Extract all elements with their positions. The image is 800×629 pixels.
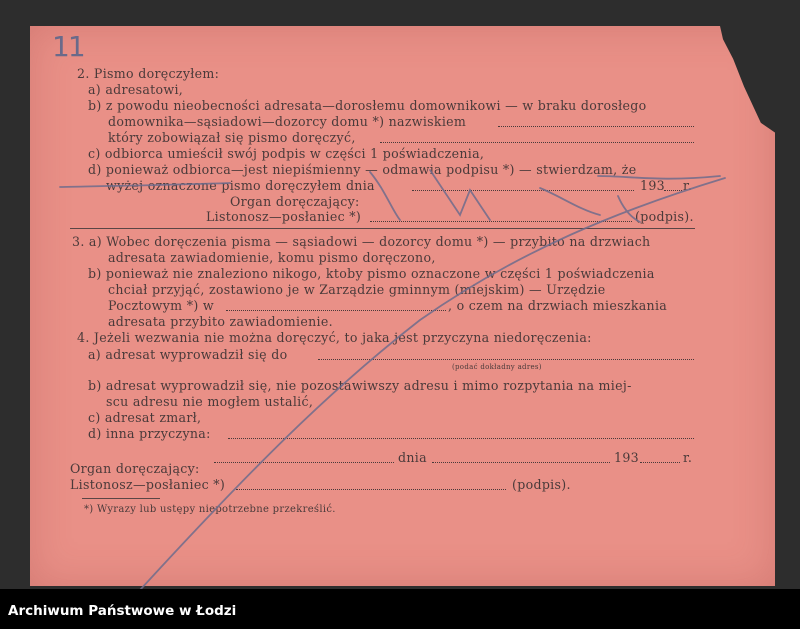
s3-place-blank (226, 310, 446, 311)
s2-year: 193 (640, 178, 665, 193)
s2-item-b-line1: b) z powodu nieobecności adresata—dorosłemu domownikowi — w braku dorosłego (88, 98, 647, 113)
s2-item-b-line3: który zobowiązał się pismo doręczyć, (108, 130, 356, 145)
s4-dnia: dnia (398, 450, 427, 465)
s3-item-b-line1: b) ponieważ nie znaleziono nikogo, ktoby pismo oznaczone w części 1 poświadczenia (88, 266, 655, 281)
s4-item-a: a) adresat wyprowadził się do (88, 347, 288, 362)
s4-address-blank (318, 359, 694, 360)
s2-r: r. (683, 178, 693, 193)
s4-r: r. (683, 450, 693, 465)
bottom-listonosz-label: Listonosz—posłaniec *) (70, 477, 226, 492)
s2-item-a: a) adresatowi, (88, 82, 184, 97)
s3-item-b-line2: chciał przyjąć, zostawiono je w Zarządzie gminnym (miejskim) — Urzędzie (108, 282, 606, 297)
s2-item-c: c) odbiorca umieścił swój podpis w części 1 poświadczenia, (88, 146, 485, 161)
s2-date-blank (412, 190, 634, 191)
s2-podpis: (podpis). (635, 209, 694, 224)
bottom-podpis: (podpis). (512, 477, 571, 492)
s2-name-blank (498, 126, 694, 127)
s2-name-blank-2 (380, 142, 694, 143)
s4-year-blank (640, 462, 680, 463)
s4-item-d: d) inna przyczyna: (88, 426, 211, 441)
bottom-organ-label: Organ doręczający: (70, 461, 200, 476)
s3-item-a-line1: 3. a) Wobec doręczenia pisma — sąsiadowi — dozorcy domu *) — przybito na drzwiach (72, 234, 651, 249)
archive-name: Archiwum Państwowe w Łodzi (8, 603, 237, 619)
section-4-heading: 4. Jeżeli wezwania nie można doręczyć, to jaka jest przyczyna niedoręczenia: (77, 330, 592, 345)
s4-date-blank (432, 462, 610, 463)
divider (70, 228, 695, 229)
handwritten-number: 11 (52, 30, 84, 63)
s4-item-b-line1: b) adresat wyprowadził się, nie pozostawiwszy adresu i mimo rozpytania na miej- (88, 378, 632, 393)
s2-year-blank (664, 190, 682, 191)
s3-item-b-line4: adresata przybito zawiadomienie. (108, 314, 333, 329)
footnote-rule (82, 498, 160, 499)
s2-item-d-line2: wyżej oznaczone pismo doręczyłem dnia (106, 178, 375, 193)
s4-item-b-line2: scu adresu nie mogłem ustalić, (106, 394, 314, 409)
s2-organ-label: Organ doręczający: (230, 194, 360, 209)
s4-reason-blank (228, 438, 694, 439)
s3-item-b-line3-end: , o czem na drzwiach mieszkania (448, 298, 668, 313)
s4-place-blank (214, 462, 394, 463)
s4-year: 193 (614, 450, 639, 465)
s2-item-d-line1: d) ponieważ odbiorca—jest niepiśmienny — odmawia podpisu *) — stwierdzam, że (88, 162, 637, 177)
s4-address-note: (podać dokładny adres) (452, 363, 542, 371)
bottom-signature-blank (236, 489, 506, 490)
footnote: *) Wyrazy lub ustępy niepotrzebne przekreślić. (84, 504, 336, 515)
s3-item-b-line3: Pocztowym *) w (108, 298, 214, 313)
s2-item-b-line2: domownika—sąsiadowi—dozorcy domu *) nazwiskiem (108, 114, 467, 129)
s2-listonosz-label: Listonosz—posłaniec *) (206, 209, 362, 224)
s3-item-a-line2: adresata zawiadomienie, komu pismo doręczono, (108, 250, 436, 265)
s2-signature-blank (370, 221, 632, 222)
s4-item-c: c) adresat zmarł, (88, 410, 202, 425)
section-2-heading: 2. Pismo doręczyłem: (77, 66, 220, 81)
